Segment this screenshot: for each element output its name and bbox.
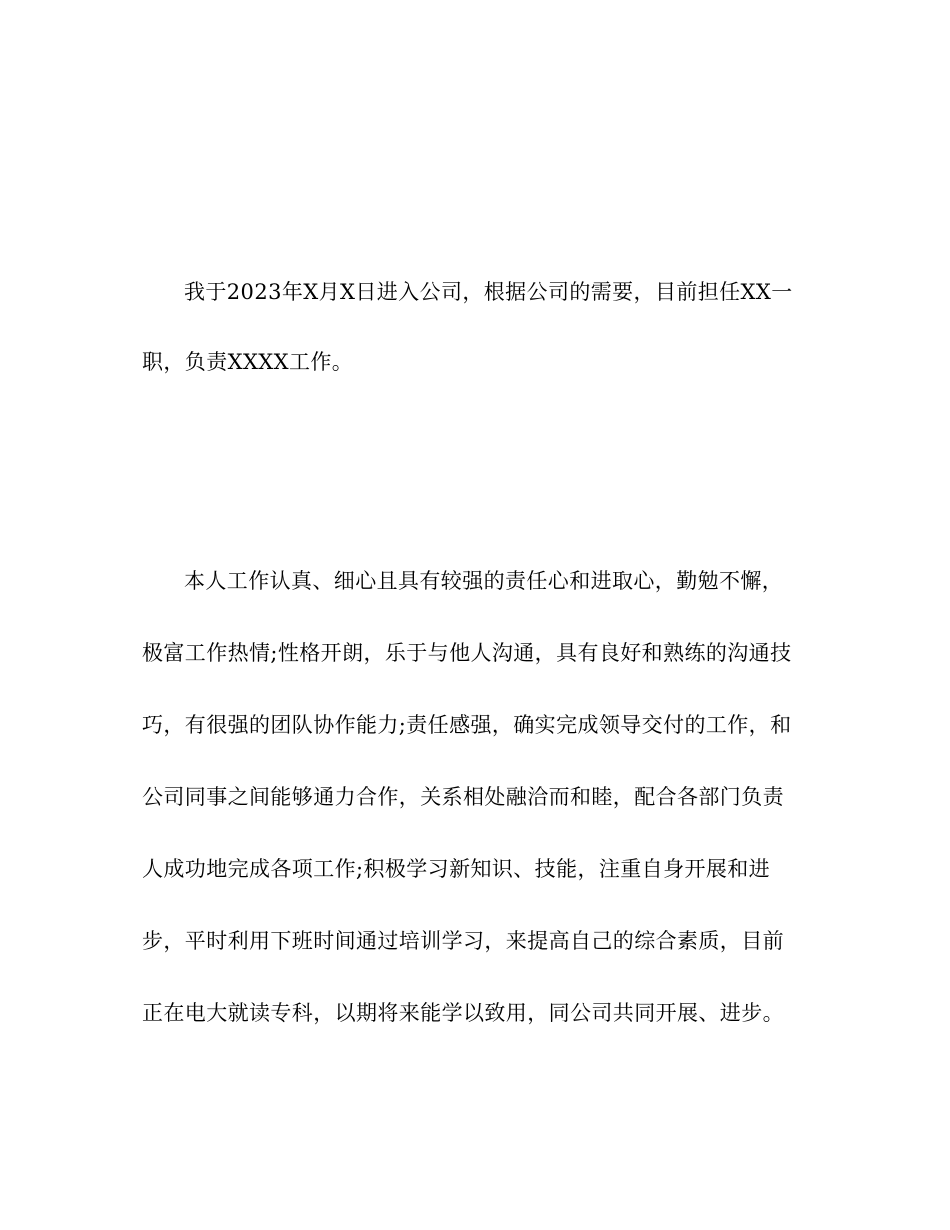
paragraph-line: 本人工作认真、细心且具有较强的责任心和进取心，勤勉不懈，: [184, 569, 784, 593]
paragraph-line: 职，负责XXXX工作。: [142, 350, 354, 374]
paragraph-line: 我于2023年X月X日进入公司，根据公司的需要，目前担任XX一: [184, 280, 793, 304]
paragraph-line: 正在电大就读专科，以期将来能学以致用，同公司共同开展、进步。: [142, 1001, 784, 1025]
paragraph-line: 人成功地完成各项工作;积极学习新知识、技能，注重自身开展和进: [142, 857, 771, 881]
paragraph-line: 极富工作热情;性格开朗，乐于与他人沟通，具有良好和熟练的沟通技: [142, 641, 792, 665]
paragraph-line: 公司同事之间能够通力合作，关系相处融洽而和睦，配合各部门负责: [142, 785, 784, 809]
paragraph-line: 步，平时利用下班时间通过培训学习，来提高自己的综合素质，目前: [142, 929, 784, 953]
paragraph-line: 巧，有很强的团队协作能力;责任感强，确实完成领导交付的工作，和: [142, 713, 792, 737]
